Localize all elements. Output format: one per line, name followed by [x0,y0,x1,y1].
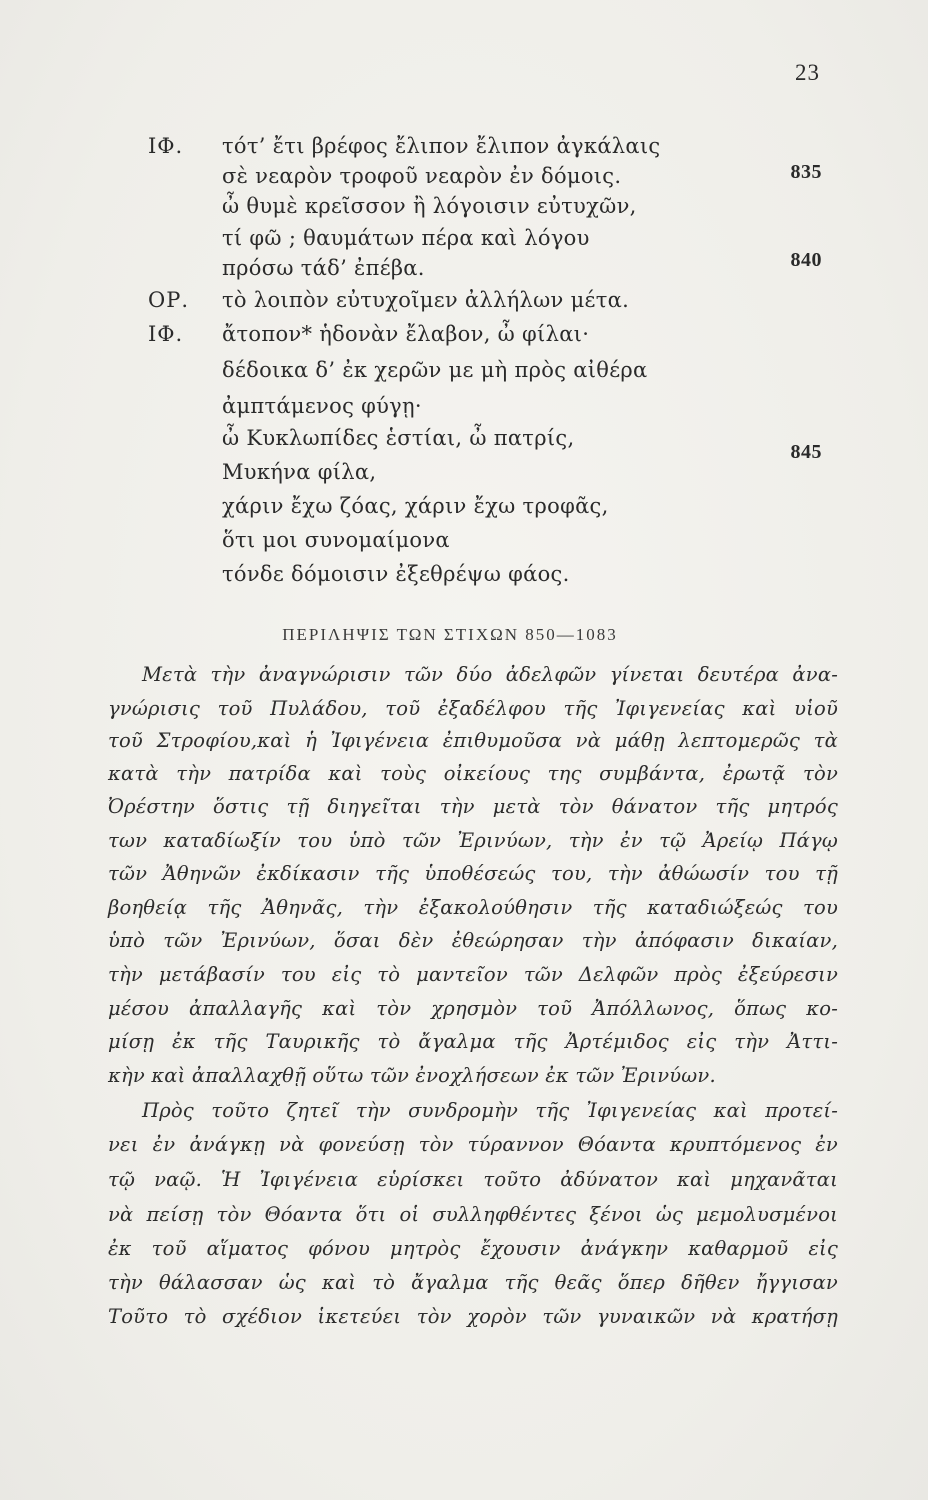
verse-line: ἄτοπον* ἡδονὰν ἔλαβον, ὦ φίλαι· [222,322,590,346]
speaker-label: ΟΡ. [148,288,190,312]
verse-line: ἀμπτάμενος φύγῃ· [222,394,422,418]
verse-line: ὅτι μοι συνομαίμονα [222,528,450,552]
prose-line: κατὰ τὴν πατρίδα καὶ τοὺς οἰκείους της συμβάντα, ἐρωτᾷ τὸν [108,762,838,785]
line-number: 845 [790,441,822,463]
speaker-label: ΙΦ. [148,134,184,158]
verse-line: τί φῶ ; θαυμάτων πέρα καὶ λόγου [222,226,590,250]
line-number: 840 [790,249,822,271]
prose-line: μέσου ἀπαλλαγῆς καὶ τὸν χρησμὸν τοῦ Ἀπόλλωνος, ὅπως κο- [108,997,838,1020]
summary-heading: ΠΕΡΙΛΗΨΙΣ ΤΩΝ ΣΤΙΧΩΝ 850—1083 [282,625,618,644]
page-number: 23 [795,60,820,85]
verse-line: τόνδε δόμοισιν ἐξεθρέψω φάος. [222,562,570,586]
verse-line: ὦ θυμὲ κρεῖσσον ἢ λόγοισιν εὐτυχῶν, [222,194,637,218]
verse-line: πρόσω τάδ’ ἐπέβα. [222,256,425,280]
prose-line: Ὀρέστην ὅστις τῇ διηγεῖται τὴν μετὰ τὸν θάνατον τῆς μητρός [108,795,838,818]
prose-line: μίσῃ ἐκ τῆς Ταυρικῆς τὸ ἄγαλμα τῆς Ἀρτέμιδος εἰς τὴν Ἀττι- [108,1030,838,1053]
prose-line: Πρὸς τοῦτο ζητεῖ τὴν συνδρομὴν τῆς Ἰφιγενείας καὶ προτεί- [142,1099,838,1122]
verse-line: σὲ νεαρὸν τροφοῦ νεαρὸν ἐν δόμοις. [222,164,622,188]
prose-line: Μετὰ τὴν ἀναγνώρισιν τῶν δύο ἀδελφῶν γίνεται δευτέρα ἀνα- [142,663,838,686]
prose-line: κὴν καὶ ἀπαλλαχθῇ οὕτω τῶν ἐνοχλήσεων ἐκ τῶν Ἐρινύων. [108,1064,716,1087]
verse-line: δέδοικα δ’ ἐκ χερῶν με μὴ πρὸς αἰθέρα [222,358,648,382]
speaker-label: ΙΦ. [148,322,184,346]
prose-line: των καταδίωξίν του ὑπὸ τῶν Ἐρινύων, τὴν ἐν τῷ Ἀρείῳ Πάγῳ [108,829,838,852]
prose-line: νὰ πείσῃ τὸν Θόαντα ὅτι οἱ συλληφθέντες ξένοι ὡς μεμολυσμένοι [108,1203,838,1226]
prose-line: τὴν μετάβασίν του εἰς τὸ μαντεῖον τῶν Δελφῶν πρὸς ἐξεύρεσιν [108,963,838,986]
prose-line: τῶν Ἀθηνῶν ἐκδίκασιν τῆς ὑποθέσεώς του, τὴν ἀθώωσίν του τῇ [108,862,838,885]
verse-line: ὦ Κυκλωπίδες ἑστίαι, ὦ πατρίς, [222,426,575,450]
prose-line: νει ἐν ἀνάγκῃ νὰ φονεύσῃ τὸν τύραννον Θόαντα κρυπτόμενος ἐν [108,1133,838,1156]
line-number: 835 [790,161,822,183]
verse-line: χάριν ἔχω ζόας, χάριν ἔχω τροφᾶς, [222,494,609,518]
prose-line: Τοῦτο τὸ σχέδιον ἱκετεύει τὸν χορὸν τῶν γυναικῶν νὰ κρατήσῃ [108,1305,838,1328]
prose-line: τοῦ Στροφίου,καὶ ἡ Ἰφιγένεια ἐπιθυμοῦσα νὰ μάθῃ λεπτομερῶς τὰ [108,729,838,752]
prose-line: ὑπὸ τῶν Ἐρινύων, ὅσαι δὲν ἐθεώρησαν τὴν ἀπόφασιν δικαίαν, [108,929,838,952]
prose-line: τὴν θάλασσαν ὡς καὶ τὸ ἄγαλμα τῆς θεᾶς ὅπερ δῆθεν ἤγγισαν [108,1271,838,1294]
prose-line: ἐκ τοῦ αἵματος φόνου μητρὸς ἔχουσιν ἀνάγκην καθαρμοῦ εἰς [108,1237,838,1260]
verse-line: Μυκήνα φίλα, [222,460,377,484]
prose-line: τῷ ναῷ. Ἡ Ἰφιγένεια εὑρίσκει τοῦτο ἀδύνατον καὶ μηχανᾶται [108,1168,838,1191]
verse-line: τότ’ ἔτι βρέφος ἔλιπον ἔλιπον ἀγκάλαις [222,134,661,158]
prose-line: γνώρισις τοῦ Πυλάδου, τοῦ ἐξαδέλφου τῆς Ἰφιγενείας καὶ υἱοῦ [108,697,838,720]
verse-line: τὸ λοιπὸν εὐτυχοῖμεν ἀλλήλων μέτα. [222,288,630,312]
prose-line: βοηθείᾳ τῆς Ἀθηνᾶς, τὴν ἐξακολούθησιν τῆς καταδιώξεώς του [108,896,838,919]
